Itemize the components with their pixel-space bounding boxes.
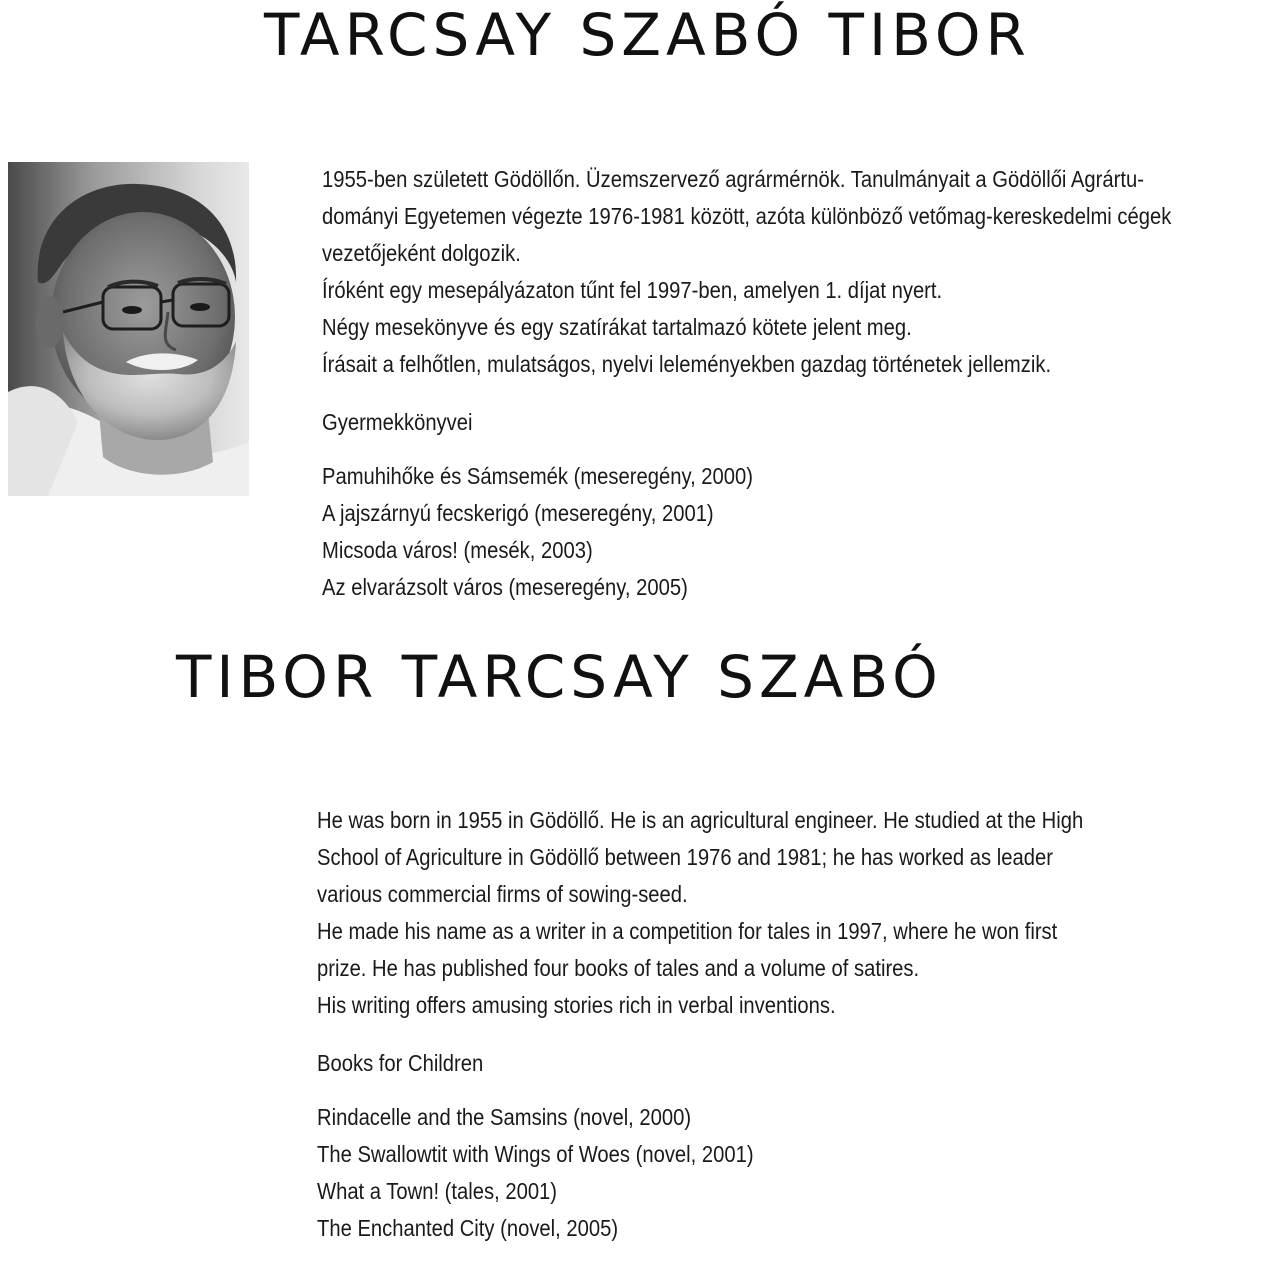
book-list-item: Micsoda város! (mesék, 2003) xyxy=(322,537,593,563)
bio-line: School of Agriculture in Gödöllő between 1976 and 1981; he has worked as leader xyxy=(317,844,1053,870)
book-list-item: The Swallowtit with Wings of Woes (novel, 2001) xyxy=(317,1141,754,1167)
bio-line: vezetőjeként dolgozik. xyxy=(322,240,521,266)
bio-line: Írásait a felhőtlen, mulatságos, nyelvi leleményekben gazdag történetek jellemzik. xyxy=(322,351,1052,377)
page-title-english: TIBOR TARCSAY SZABÓ xyxy=(176,643,943,711)
bio-line: Négy mesekönyve és egy szatírákat tartalmazó kötete jelent meg. xyxy=(322,314,912,340)
book-list-item: Pamuhihőke és Sámsemék (meseregény, 2000) xyxy=(322,463,753,489)
bio-line: He was born in 1955 in Gödöllő. He is an agricultural engineer. He studied at the High xyxy=(317,807,1084,833)
bio-line: prize. He has published four books of tales and a volume of satires. xyxy=(317,955,920,981)
bio-hungarian xyxy=(322,161,1171,606)
bio-line: various commercial firms of sowing-seed. xyxy=(317,881,688,907)
book-list-item: A jajszárnyú fecskerigó (meseregény, 2001) xyxy=(322,500,714,526)
bio-line: Íróként egy mesepályázaton tűnt fel 1997-ben, amelyen 1. díjat nyert. xyxy=(322,277,943,303)
book-list-item: The Enchanted City (novel, 2005) xyxy=(317,1215,619,1241)
books-heading-english: Books for Children xyxy=(317,1050,484,1076)
bio-line: He made his name as a writer in a competition for tales in 1997, where he won first xyxy=(317,918,1058,944)
book-list-item: What a Town! (tales, 2001) xyxy=(317,1178,558,1204)
book-list-item: Az elvarázsolt város (meseregény, 2005) xyxy=(322,574,688,600)
bio-english xyxy=(317,802,1083,1247)
page-title-hungarian: TARCSAY SZABÓ TIBOR xyxy=(264,1,1031,69)
books-heading-hungarian: Gyermekkönyvei xyxy=(322,409,473,435)
author-portrait-photo xyxy=(8,162,249,496)
book-list-item: Rindacelle and the Samsins (novel, 2000) xyxy=(317,1104,692,1130)
bio-line: dományi Egyetemen végezte 1976-1981 között, azóta különböző vetőmag-kereskedelmi cégek xyxy=(322,203,1172,229)
bio-line: His writing offers amusing stories rich in verbal inventions. xyxy=(317,992,836,1018)
bio-line: 1955-ben született Gödöllőn. Üzemszervező agrármérnök. Tanulmányait a Gödöllői Agrártu- xyxy=(322,166,1144,192)
